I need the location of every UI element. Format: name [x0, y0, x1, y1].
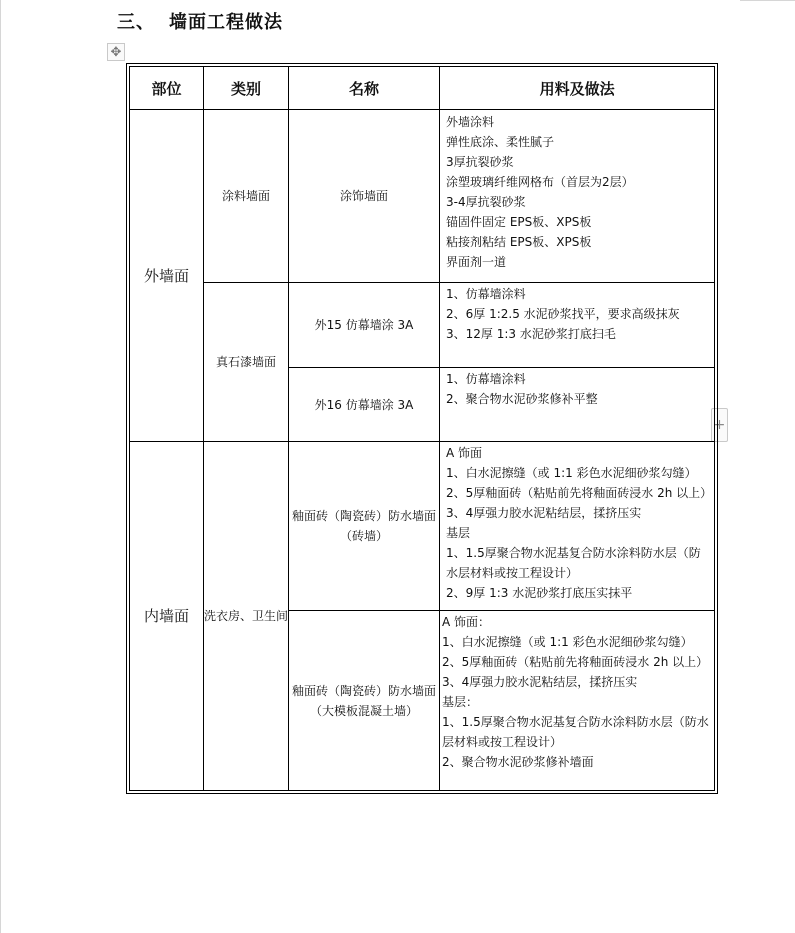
method-line: A 饰面: [446, 446, 483, 460]
name-text: 釉面砖（陶瓷砖）防水墙面（砖墙）: [291, 509, 436, 543]
method-line: 1、仿幕墙涂料: [446, 372, 526, 386]
method-line: 1、1.5厚聚合物水泥基复合防水涂料防水层（防水层材料或按工程设计）: [446, 546, 701, 580]
method-line: 2、聚合物水泥砂浆修补平整: [446, 392, 598, 406]
method-line: 1、白水泥擦缝（或 1:1 彩色水泥细砂浆勾缝）: [442, 635, 693, 649]
name-coating: 涂饰墙面: [289, 110, 440, 283]
method-line: 锚固件固定 EPS板、XPS板: [446, 215, 592, 229]
method-line: 外墙涂料: [446, 115, 495, 129]
method-line: 3、12厚 1:3 水泥砂浆打底扫毛: [446, 327, 616, 341]
name-inner-1: [289, 442, 440, 611]
name-stone-1: 外15 仿幕墙涂 3A: [289, 283, 440, 368]
method-inner-2: [440, 611, 715, 791]
name-stone-2: 外16 仿幕墙涂 3A: [289, 368, 440, 442]
method-line: A 饰面：: [442, 615, 491, 629]
method-line: 2、聚合物水泥砂浆修补墙面: [442, 755, 594, 769]
category-stone-paint: 真石漆墙面: [204, 283, 289, 442]
part-inner-wall: 内墙面: [130, 442, 204, 791]
name-inner-2: [289, 611, 440, 791]
table-row: [130, 283, 715, 368]
method-line: 3、4厚强力胶水泥粘结层，揉挤压实: [446, 506, 642, 520]
header-method: 用料及做法: [440, 67, 715, 110]
method-coating: [440, 110, 715, 283]
method-line: 粘接剂粘结 EPS板、XPS板: [446, 235, 592, 249]
method-line: 3-4厚抗裂砂浆: [446, 195, 526, 209]
table-row: [130, 442, 715, 611]
section-number: 三、: [117, 12, 155, 33]
method-line: 2、9厚 1:3 水泥砂浆打底压实抹平: [446, 586, 633, 600]
method-line: 3、4厚强力胶水泥粘结层，揉挤压实: [442, 675, 638, 689]
part-outer-wall: 外墙面: [130, 110, 204, 442]
plus-icon: +: [713, 417, 726, 433]
method-stone-2: [440, 368, 715, 442]
category-coating: 涂料墙面: [204, 110, 289, 283]
method-line: 1、白水泥擦缝（或 1:1 彩色水泥细砂浆勾缝）: [446, 466, 697, 480]
method-line: 基层: [446, 526, 471, 540]
method-line: 弹性底涂、柔性腻子: [446, 135, 555, 149]
header-category: 类别: [204, 67, 289, 110]
method-line: 1、1.5厚聚合物水泥基复合防水涂料防水层（防水层材料或按工程设计）: [442, 715, 709, 749]
table-row: [130, 110, 715, 283]
move-icon: ✥: [110, 44, 122, 60]
name-text: 釉面砖（陶瓷砖）防水墙面（大模板混凝土墙）: [291, 683, 436, 718]
method-stone-1: [440, 283, 715, 368]
method-line: 涂塑玻璃纤维网格布（首层为2层）: [446, 175, 634, 189]
header-name: 名称: [289, 67, 440, 110]
method-line: 2、5厚釉面砖（粘贴前先将釉面砖浸水 2h 以上）: [446, 486, 713, 500]
method-line: 3厚抗裂砂浆: [446, 155, 514, 169]
category-laundry-bathroom: 洗衣房、卫生间: [204, 442, 289, 791]
method-line: 2、6厚 1:2.5 水泥砂浆找平，要求高级抹灰: [446, 307, 680, 321]
section-title: 墙面工程做法: [169, 12, 283, 33]
page-edge-left: [0, 0, 1, 933]
method-line: 2、5厚釉面砖（粘贴前先将釉面砖浸水 2h 以上）: [442, 655, 709, 669]
table-move-handle[interactable]: [107, 43, 125, 61]
method-line: 基层：: [442, 695, 479, 709]
table-header-row: [130, 67, 715, 110]
method-line: 界面剂一道: [446, 255, 507, 269]
section-heading: [117, 8, 283, 34]
header-part: 部位: [130, 67, 204, 110]
method-inner-1: [440, 442, 715, 611]
method-line: 1、仿幕墙涂料: [446, 287, 526, 301]
wall-works-table: [126, 63, 718, 794]
page-edge-top: [740, 0, 795, 1]
